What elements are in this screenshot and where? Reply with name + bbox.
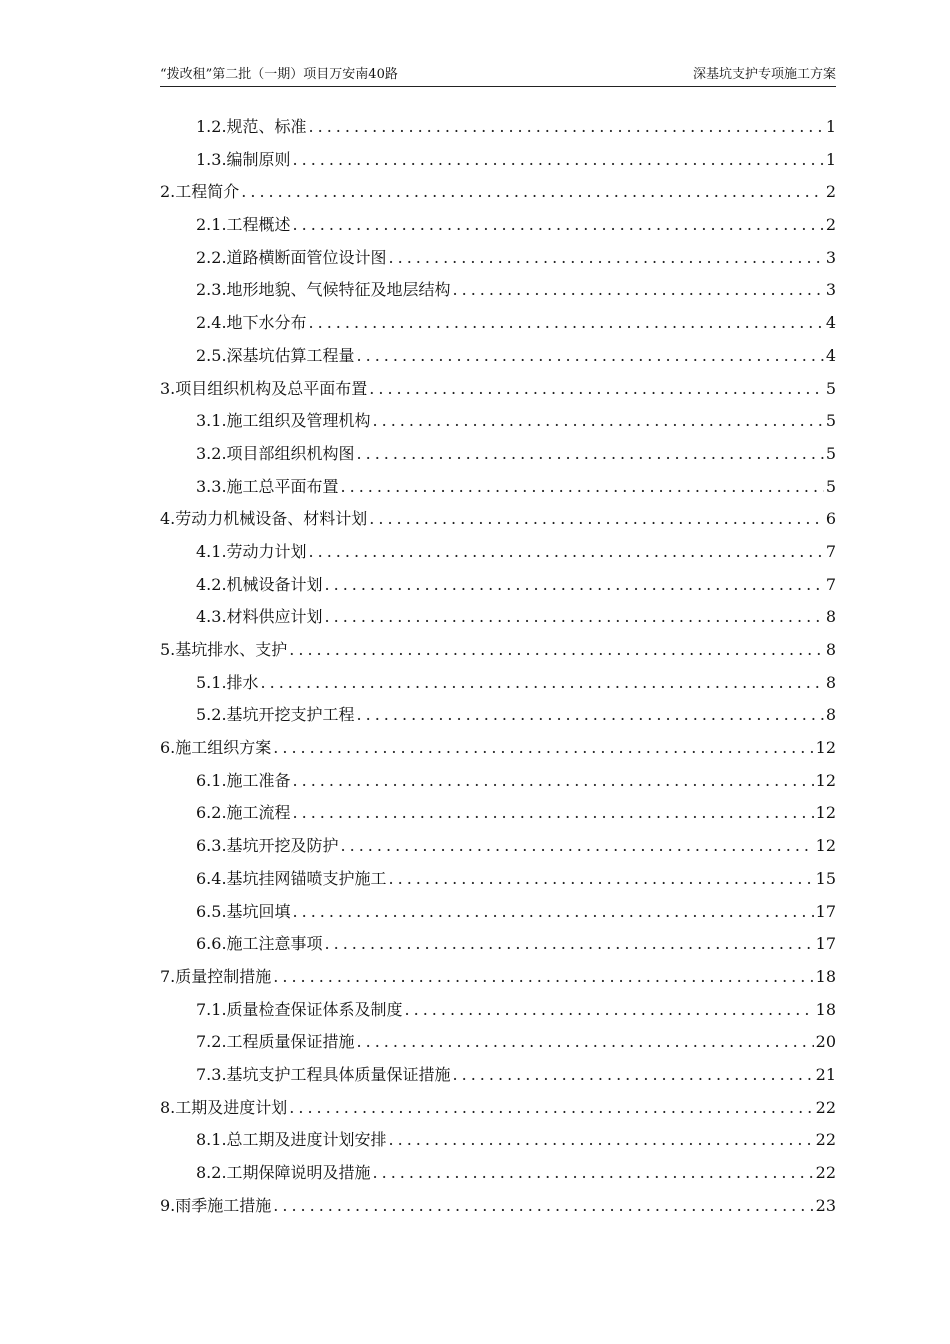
toc-entry[interactable]: [160, 863, 836, 896]
toc-dot-leader: [389, 863, 814, 896]
toc-entry-page-number: 4: [825, 345, 836, 365]
toc-entry-page-number: 22: [815, 1097, 836, 1117]
toc-entry[interactable]: [160, 503, 836, 536]
toc-entry-title: 2.5.深基坑估算工程量: [196, 345, 355, 365]
toc-entry-page-number: 5: [825, 476, 836, 496]
toc-entry-title: 3.3.施工总平面布置: [196, 476, 339, 496]
toc-entry[interactable]: [160, 928, 836, 961]
toc-entry-page-number: 12: [815, 836, 836, 856]
toc-entry-title: 7.1.质量检查保证体系及制度: [196, 999, 403, 1019]
toc-entry-title: 6.4.基坑挂网锚喷支护施工: [196, 868, 387, 888]
toc-dot-leader: [273, 1190, 813, 1223]
toc-dot-leader: [293, 144, 824, 177]
toc-entry-page-number: 18: [815, 966, 836, 986]
toc-entry-page-number: 1: [825, 149, 836, 169]
toc-dot-leader: [369, 503, 824, 536]
toc-entry[interactable]: [160, 569, 836, 602]
toc-entry-title: 6.1.施工准备: [196, 770, 291, 790]
toc-entry-page-number: 7: [825, 574, 836, 594]
toc-entry[interactable]: [160, 242, 836, 275]
toc-dot-leader: [373, 1157, 814, 1190]
toc-entry-page-number: 5: [825, 443, 836, 463]
toc-dot-leader: [241, 176, 824, 209]
toc-dot-leader: [289, 1092, 813, 1125]
toc-entry-title: 7.质量控制措施: [160, 966, 272, 986]
toc-entry[interactable]: [160, 830, 836, 863]
toc-dot-leader: [309, 111, 824, 144]
toc-dot-leader: [293, 896, 814, 929]
toc-dot-leader: [325, 601, 824, 634]
toc-dot-leader: [453, 1059, 814, 1092]
toc-entry-title: 7.3.基坑支护工程具体质量保证措施: [196, 1064, 451, 1084]
toc-dot-leader: [293, 209, 824, 242]
toc-entry-title: 3.项目组织机构及总平面布置: [160, 378, 368, 398]
toc-entry[interactable]: [160, 438, 836, 471]
toc-entry-page-number: 21: [815, 1064, 836, 1084]
toc-dot-leader: [357, 340, 824, 373]
toc-entry[interactable]: [160, 1124, 836, 1157]
toc-entry-page-number: 23: [815, 1195, 836, 1215]
toc-entry-title: 8.2.工期保障说明及措施: [196, 1163, 371, 1182]
toc-dot-leader: [289, 634, 824, 667]
toc-entry-page-number: 2: [825, 215, 836, 235]
toc-entry-title: 7.2.工程质量保证措施: [196, 1032, 355, 1052]
toc-entry[interactable]: [160, 405, 836, 438]
toc-entry[interactable]: [160, 274, 836, 307]
toc-entry-title: 6.5.基坑回填: [196, 901, 291, 921]
toc-entry-page-number: 12: [815, 803, 836, 823]
header-project-title: “拨改租”第二批（一期）项目万安南40路: [160, 67, 398, 82]
toc-entry[interactable]: [160, 307, 836, 340]
toc-entry-page-number: 3: [825, 280, 836, 300]
toc-entry-page-number: 2: [825, 182, 836, 202]
toc-entry[interactable]: [160, 732, 836, 765]
toc-entry[interactable]: [160, 340, 836, 373]
toc-entry[interactable]: [160, 471, 836, 504]
toc-entry[interactable]: [160, 961, 836, 994]
toc-entry-title: 4.2.机械设备计划: [196, 574, 323, 594]
toc-entry-title: 8.工期及进度计划: [160, 1097, 288, 1117]
toc-entry[interactable]: [160, 667, 836, 700]
toc-dot-leader: [389, 242, 824, 275]
toc-entry-page-number: 17: [815, 901, 836, 921]
toc-dot-leader: [389, 1124, 814, 1157]
toc-entry-title: 5.基坑排水、支护: [160, 640, 288, 659]
toc-entry[interactable]: [160, 373, 836, 406]
toc-entry-title: 2.2.道路横断面管位设计图: [196, 247, 387, 267]
toc-entry-title: 4.劳动力机械设备、材料计划: [160, 509, 368, 529]
toc-entry[interactable]: [160, 1157, 836, 1190]
toc-dot-leader: [357, 1026, 814, 1059]
toc-entry-title: 3.2.项目部组织机构图: [196, 443, 355, 463]
toc-dot-leader: [293, 797, 814, 830]
toc-entry-title: 6.施工组织方案: [160, 738, 272, 758]
toc-entry-title: 2.1.工程概述: [196, 215, 291, 235]
toc-entry-title: 5.1.排水: [196, 672, 259, 692]
toc-entry-title: 2.4.地下水分布: [196, 313, 307, 333]
toc-dot-leader: [309, 307, 824, 340]
toc-entry[interactable]: [160, 1026, 836, 1059]
toc-entry[interactable]: [160, 634, 836, 667]
toc-entry-title: 2.3.地形地貌、气候特征及地层结构: [196, 280, 451, 300]
toc-entry-page-number: 22: [815, 1163, 836, 1182]
toc-dot-leader: [357, 438, 824, 471]
toc-entry-title: 4.1.劳动力计划: [196, 541, 307, 561]
toc-dot-leader: [273, 961, 813, 994]
toc-entry-title: 2.工程简介: [160, 182, 240, 202]
toc-entry[interactable]: [160, 765, 836, 798]
toc-entry-page-number: 8: [825, 640, 836, 659]
toc-entry-page-number: 8: [825, 705, 836, 725]
toc-entry-title: 9.雨季施工措施: [160, 1195, 272, 1215]
toc-entry-page-number: 22: [815, 1130, 836, 1150]
toc-entry[interactable]: [160, 1092, 836, 1125]
toc-entry[interactable]: [160, 1059, 836, 1092]
toc-entry[interactable]: [160, 144, 836, 177]
toc-entry[interactable]: [160, 797, 836, 830]
toc-entry-title: 5.2.基坑开挖支护工程: [196, 705, 355, 725]
toc-entry-page-number: 3: [825, 247, 836, 267]
toc-dot-leader: [325, 928, 814, 961]
toc-entry-title: 8.1.总工期及进度计划安排: [196, 1130, 387, 1150]
toc-dot-leader: [273, 732, 813, 765]
toc-entry[interactable]: [160, 699, 836, 732]
toc-entry-title: 4.3.材料供应计划: [196, 607, 323, 627]
toc-dot-leader: [341, 471, 824, 504]
toc-dot-leader: [373, 405, 824, 438]
toc-entry[interactable]: [160, 1190, 836, 1223]
toc-entry-title: 6.3.基坑开挖及防护: [196, 836, 339, 856]
toc-entry-page-number: 6: [825, 509, 836, 529]
toc-entry-page-number: 5: [825, 378, 836, 398]
table-of-contents: [160, 111, 836, 1222]
toc-entry[interactable]: [160, 209, 836, 242]
toc-entry-page-number: 12: [815, 770, 836, 790]
toc-entry[interactable]: [160, 601, 836, 634]
toc-entry-page-number: 17: [815, 934, 836, 954]
toc-entry-title: 3.1.施工组织及管理机构: [196, 411, 371, 431]
toc-entry-page-number: 18: [815, 999, 836, 1019]
toc-dot-leader: [341, 830, 814, 863]
toc-entry[interactable]: [160, 896, 836, 929]
toc-entry-page-number: 7: [825, 541, 836, 561]
toc-dot-leader: [357, 699, 824, 732]
toc-dot-leader: [261, 667, 824, 700]
toc-entry-page-number: 8: [825, 607, 836, 627]
header-document-title: 深基坑支护专项施工方案: [692, 67, 836, 82]
toc-entry[interactable]: [160, 994, 836, 1027]
toc-entry-page-number: 1: [825, 117, 836, 136]
toc-entry-page-number: 15: [815, 868, 836, 888]
toc-entry-title: 1.3.编制原则: [196, 149, 291, 169]
toc-entry-page-number: 4: [825, 313, 836, 333]
toc-dot-leader: [325, 569, 824, 602]
toc-dot-leader: [369, 373, 824, 406]
toc-entry-title: 6.6.施工注意事项: [196, 934, 323, 954]
toc-entry-page-number: 8: [825, 672, 836, 692]
toc-dot-leader: [309, 536, 824, 569]
toc-entry-title: 6.2.施工流程: [196, 803, 291, 823]
toc-dot-leader: [453, 274, 824, 307]
toc-entry-page-number: 20: [815, 1032, 836, 1052]
toc-entry-page-number: 12: [815, 738, 836, 758]
toc-entry[interactable]: [160, 111, 836, 144]
toc-entry[interactable]: [160, 536, 836, 569]
toc-entry-page-number: 5: [825, 411, 836, 431]
toc-entry-title: 1.2.规范、标准: [196, 117, 307, 136]
toc-dot-leader: [293, 765, 814, 798]
toc-entry[interactable]: [160, 176, 836, 209]
toc-dot-leader: [405, 994, 814, 1027]
page-header: [160, 64, 836, 87]
